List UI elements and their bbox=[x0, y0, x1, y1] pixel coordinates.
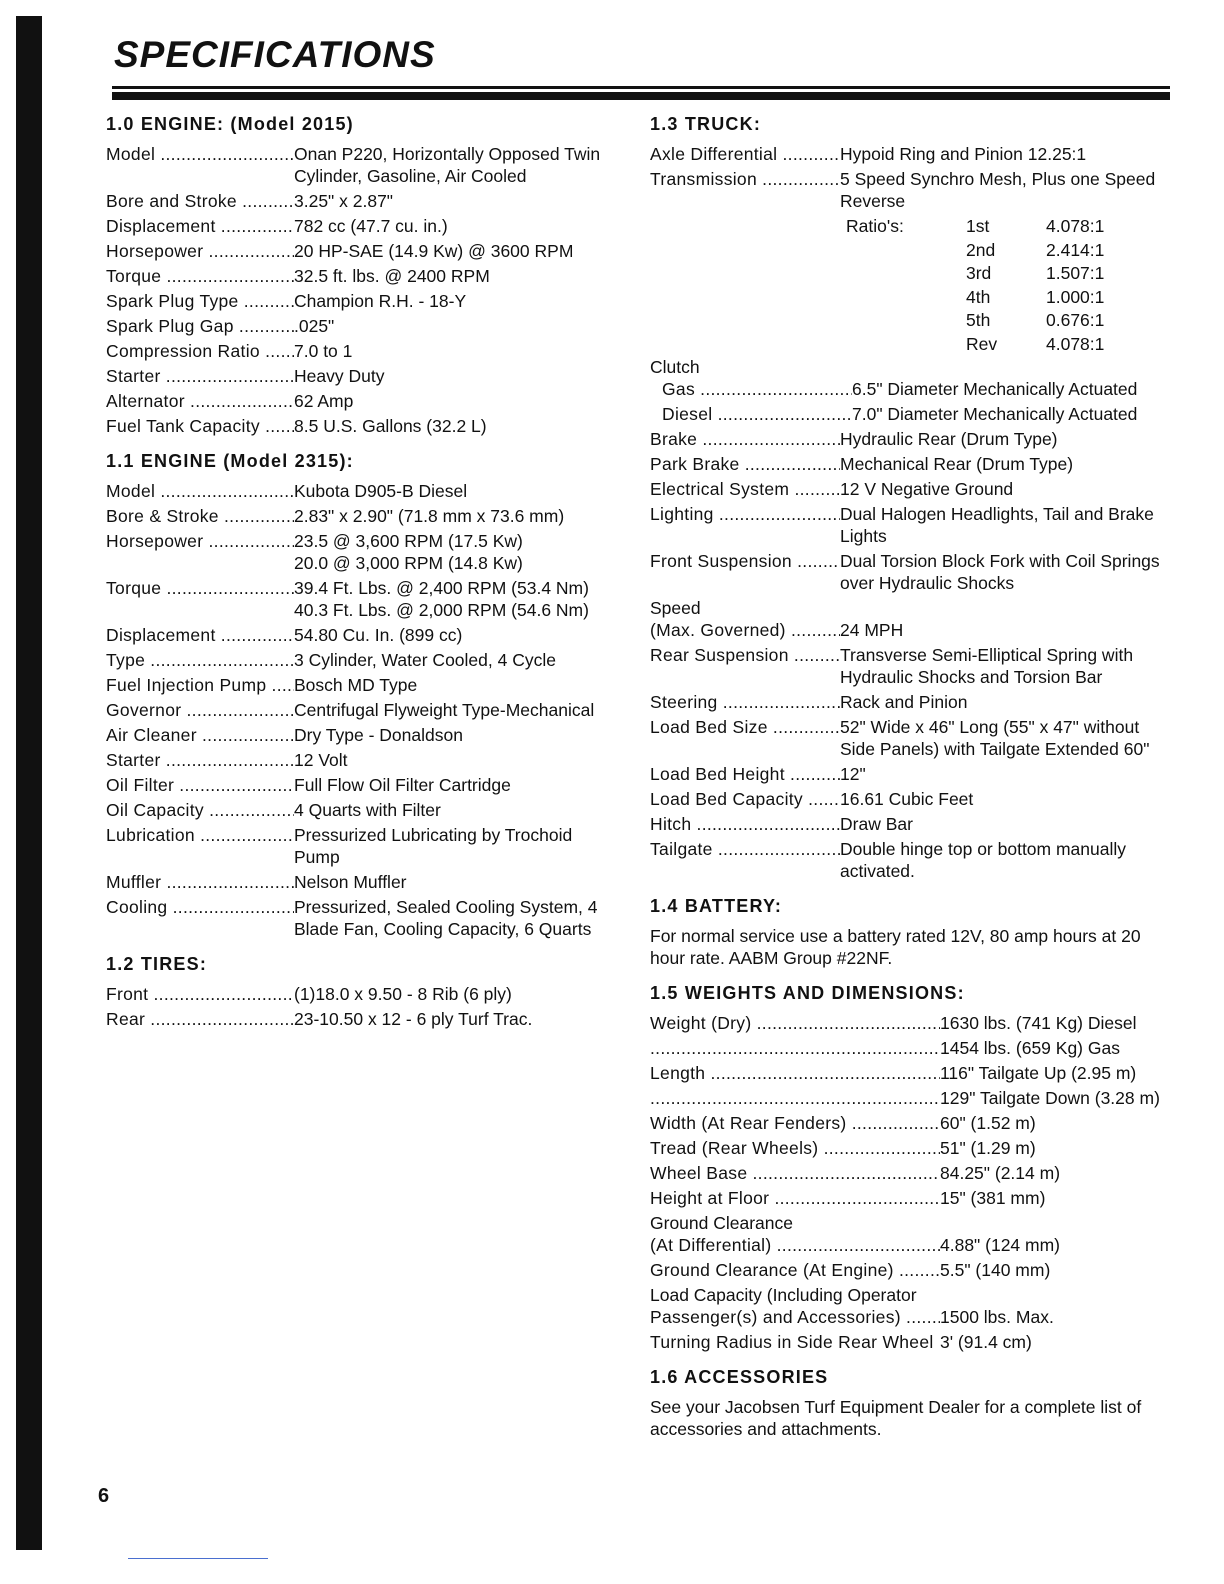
spec-label: Spark Plug Gap ..... bbox=[106, 315, 294, 337]
spec-value bbox=[294, 699, 616, 721]
spec-value-line: 12 Volt bbox=[294, 750, 348, 770]
spec-label: Torque ..... bbox=[106, 577, 294, 621]
spec-value-line: 12" bbox=[840, 764, 866, 784]
spec-value-line: 84.25" (2.14 m) bbox=[940, 1163, 1061, 1183]
spec-label: Air Cleaner ..... bbox=[106, 724, 294, 746]
spec-row bbox=[650, 838, 1170, 882]
spec-row bbox=[106, 983, 616, 1005]
spec-value bbox=[940, 1037, 1170, 1059]
right-column bbox=[650, 114, 1170, 1448]
spec-value-line: Dual Halogen Headlights, Tail and Brake Lights bbox=[840, 504, 1154, 546]
spec-value: 7.0" Diameter Mechanically Actuated bbox=[852, 404, 1138, 424]
spec-value bbox=[294, 290, 616, 312]
gear-label: 1st bbox=[966, 216, 990, 236]
spec-value bbox=[840, 453, 1170, 475]
spec-row bbox=[106, 896, 616, 940]
ratio-grid-spacer bbox=[846, 309, 966, 333]
spec-value-line: Dry Type - Donaldson bbox=[294, 725, 463, 745]
spec-row bbox=[650, 644, 1170, 688]
spec-row bbox=[106, 530, 616, 574]
truck-spec-list-b bbox=[650, 644, 1170, 882]
spec-value bbox=[294, 724, 616, 746]
spec-value-line: 40.3 Ft. Lbs. @ 2,000 RPM (54.6 Nm) bbox=[294, 600, 589, 620]
spec-value-line: 3 Cylinder, Water Cooled, 4 Cycle bbox=[294, 650, 556, 670]
spec-value-line: 20 HP-SAE (14.9 Kw) @ 3600 RPM bbox=[294, 241, 574, 261]
spec-value-line: 52" Wide x 46" Long (55" x 47" without Side Panels) with Tailgate Extended 60" bbox=[840, 717, 1150, 759]
spec-value bbox=[294, 1008, 616, 1030]
gear-label: Rev bbox=[966, 333, 998, 354]
spec-row bbox=[106, 699, 616, 721]
spec-label: Bore and Stroke ..... bbox=[106, 190, 294, 212]
spec-value bbox=[840, 838, 1170, 882]
spec-value bbox=[294, 749, 616, 771]
gear-ratio-value: 0.676:1 bbox=[1046, 310, 1105, 330]
spec-value-line: Full Flow Oil Filter Cartridge bbox=[294, 775, 511, 795]
spec-label: Park Brake ..... bbox=[650, 453, 840, 475]
spec-label: Rear ..... bbox=[106, 1008, 294, 1030]
spec-value-line: 7.0 to 1 bbox=[294, 341, 353, 361]
spec-value-line: Onan P220, Horizontally Opposed Twin Cylinder, Gasoline, Air Cooled bbox=[294, 144, 601, 186]
gear-label: 3rd bbox=[966, 263, 992, 283]
spec-value bbox=[294, 265, 616, 287]
spec-row bbox=[106, 340, 616, 362]
spec-value bbox=[940, 1137, 1170, 1159]
spec-value-line: Nelson Muffler bbox=[294, 872, 407, 892]
spec-value bbox=[294, 774, 616, 796]
spec-row bbox=[650, 428, 1170, 450]
spec-row bbox=[106, 824, 616, 868]
spec-value: 5 Speed Synchro Mesh, Plus one Speed Reverse bbox=[840, 169, 1156, 211]
spec-label: Hitch ..... bbox=[650, 813, 840, 835]
spec-value bbox=[840, 691, 1170, 713]
spec-value-line: 15" (381 mm) bbox=[940, 1188, 1046, 1208]
spec-row bbox=[650, 1162, 1170, 1184]
spec-row bbox=[650, 691, 1170, 713]
spec-row bbox=[106, 624, 616, 646]
spec-label: (At Differential) ..... bbox=[650, 1234, 940, 1256]
spec-row bbox=[106, 799, 616, 821]
spec-value bbox=[840, 763, 1170, 785]
spec-value bbox=[294, 190, 616, 212]
spec-row-speed bbox=[650, 619, 1170, 641]
spec-value-line: 1454 lbs. (659 Kg) Gas bbox=[940, 1038, 1120, 1058]
spec-value bbox=[294, 799, 616, 821]
spec-value: Hypoid Ring and Pinion 12.25:1 bbox=[840, 144, 1087, 164]
spec-value-line: 60" (1.52 m) bbox=[940, 1113, 1036, 1133]
spec-value bbox=[940, 1087, 1170, 1109]
spec-value bbox=[294, 674, 616, 696]
spec-value-line: 39.4 Ft. Lbs. @ 2,400 RPM (53.4 Nm) bbox=[294, 578, 589, 598]
spec-label: Fuel Injection Pump ..... bbox=[106, 674, 294, 696]
spec-label: Turning Radius in Side Rear Wheel ..... bbox=[650, 1331, 940, 1353]
spec-value: 3' (91.4 cm) bbox=[940, 1332, 1032, 1352]
tires-spec-list bbox=[106, 983, 616, 1030]
spec-value-line: Dual Torsion Block Fork with Coil Springs over Hydraulic Shocks bbox=[840, 551, 1160, 593]
spec-row bbox=[650, 1112, 1170, 1134]
spec-row bbox=[106, 265, 616, 287]
engine-2315-heading: 1.1 ENGINE (Model 2315): bbox=[106, 451, 354, 471]
spec-value bbox=[940, 1112, 1170, 1134]
spec-value-line: 3.25" x 2.87" bbox=[294, 191, 394, 211]
spec-value bbox=[294, 896, 616, 940]
spec-label: Load Bed Capacity ..... bbox=[650, 788, 840, 810]
spec-row bbox=[650, 503, 1170, 547]
spec-value bbox=[940, 1162, 1170, 1184]
spec-label: Oil Filter ..... bbox=[106, 774, 294, 796]
spec-label: Starter ..... bbox=[106, 365, 294, 387]
weights-spec-list bbox=[650, 1012, 1170, 1209]
spec-value-line: Pressurized Lubricating by Trochoid Pump bbox=[294, 825, 573, 867]
spec-label: Compression Ratio ..... bbox=[106, 340, 294, 362]
spec-label: Front ..... bbox=[106, 983, 294, 1005]
spec-label: Lighting ..... bbox=[650, 503, 840, 547]
spec-label: Weight (Dry) ..... bbox=[650, 1012, 940, 1034]
spec-value-line: 32.5 ft. lbs. @ 2400 RPM bbox=[294, 266, 490, 286]
gear-ratio-value: 2.414:1 bbox=[1046, 239, 1105, 260]
spec-label: Axle Differential ..... bbox=[650, 143, 840, 165]
spec-label: Length ..... bbox=[650, 1062, 940, 1084]
spec-row bbox=[106, 315, 616, 337]
spec-label: Horsepower ..... bbox=[106, 240, 294, 262]
spec-label: Torque ..... bbox=[106, 265, 294, 287]
spec-label: Width (At Rear Fenders) ..... bbox=[650, 1112, 940, 1134]
spec-label: Starter ..... bbox=[106, 749, 294, 771]
spec-value-line: 20.0 @ 3,000 RPM (14.8 Kw) bbox=[294, 553, 523, 573]
spec-row-turning-radius bbox=[650, 1331, 1170, 1353]
speed-label: Speed bbox=[650, 598, 701, 618]
spec-label: Fuel Tank Capacity ..... bbox=[106, 415, 294, 437]
spec-value-line: 23.5 @ 3,600 RPM (17.5 Kw) bbox=[294, 531, 523, 551]
gear-label: 4th bbox=[966, 286, 991, 307]
spec-value-line: 51" (1.29 m) bbox=[940, 1138, 1036, 1158]
spec-row bbox=[106, 240, 616, 262]
spec-label: Spark Plug Type ..... bbox=[106, 290, 294, 312]
spec-value bbox=[840, 788, 1170, 810]
spec-row-transmission bbox=[650, 168, 1170, 212]
spec-value bbox=[294, 505, 616, 527]
spec-row bbox=[106, 774, 616, 796]
spec-value-line: Heavy Duty bbox=[294, 366, 385, 386]
spec-row bbox=[650, 716, 1170, 760]
spec-value-line: 5.5" (140 mm) bbox=[940, 1260, 1051, 1280]
engine-2015-heading: 1.0 ENGINE: (Model 2015) bbox=[106, 114, 354, 134]
spec-row bbox=[650, 1087, 1170, 1109]
spec-label: Displacement ..... bbox=[106, 215, 294, 237]
spec-label: Bore & Stroke ..... bbox=[106, 505, 294, 527]
spec-value bbox=[294, 577, 616, 621]
spec-value bbox=[294, 649, 616, 671]
spec-row bbox=[650, 1259, 1170, 1281]
spec-label bbox=[650, 1037, 940, 1059]
spec-value bbox=[294, 415, 616, 437]
spec-value bbox=[940, 1012, 1170, 1034]
spec-row bbox=[106, 724, 616, 746]
spec-value-line: Kubota D905-B Diesel bbox=[294, 481, 468, 501]
ground-clearance-label: Ground Clearance bbox=[650, 1213, 793, 1233]
title-rule-thin bbox=[112, 86, 1170, 89]
spec-row bbox=[106, 749, 616, 771]
spec-label: Wheel Base ..... bbox=[650, 1162, 940, 1184]
spec-value bbox=[294, 983, 616, 1005]
spec-value-line: Hydraulic Rear (Drum Type) bbox=[840, 429, 1058, 449]
spec-row bbox=[106, 290, 616, 312]
spec-value-line: 54.80 Cu. In. (899 cc) bbox=[294, 625, 463, 645]
spec-label: Alternator ..... bbox=[106, 390, 294, 412]
title-rule-thick bbox=[112, 92, 1170, 100]
spec-value: 1500 lbs. Max. bbox=[940, 1307, 1054, 1327]
load-capacity-line1: Load Capacity (Including Operator bbox=[650, 1285, 917, 1305]
gear-ratio-value: 1.507:1 bbox=[1046, 263, 1105, 283]
spec-value bbox=[840, 813, 1170, 835]
spec-label: Electrical System ..... bbox=[650, 478, 840, 500]
spec-value-line: (1)18.0 x 9.50 - 8 Rib (6 ply) bbox=[294, 984, 512, 1004]
truck-spec-list-a bbox=[650, 428, 1170, 594]
spec-row bbox=[106, 143, 616, 187]
spec-label: Type ..... bbox=[106, 649, 294, 671]
spec-value-line: 116" Tailgate Up (2.95 m) bbox=[940, 1063, 1137, 1083]
spec-row-clutch-gas bbox=[650, 378, 1170, 400]
spec-row-load-capacity bbox=[650, 1306, 1170, 1328]
page-edge-bar bbox=[16, 16, 42, 1550]
spec-value: 6.5" Diameter Mechanically Actuated bbox=[852, 379, 1138, 399]
spec-value-line: Double hinge top or bottom manually activated. bbox=[840, 839, 1127, 881]
spec-value bbox=[940, 1259, 1170, 1281]
spec-value-line: 4.88" (124 mm) bbox=[940, 1235, 1061, 1255]
spec-value-line: 129" Tailgate Down (3.28 m) bbox=[940, 1088, 1160, 1108]
spec-value-line: 23-10.50 x 12 - 6 ply Turf Trac. bbox=[294, 1009, 533, 1029]
accessories-heading: 1.6 ACCESSORIES bbox=[650, 1367, 829, 1387]
gear-label: 5th bbox=[966, 310, 991, 330]
spec-row bbox=[650, 478, 1170, 500]
spec-row bbox=[106, 215, 616, 237]
page-title: SPECIFICATIONS bbox=[114, 34, 436, 75]
spec-row bbox=[106, 415, 616, 437]
gear-ratio-table bbox=[846, 215, 1170, 356]
spec-label: Steering ..... bbox=[650, 691, 840, 713]
spec-row bbox=[106, 390, 616, 412]
spec-row bbox=[650, 453, 1170, 475]
footer-rule bbox=[128, 1558, 268, 1559]
spec-row bbox=[106, 577, 616, 621]
spec-value: 24 MPH bbox=[840, 620, 904, 640]
spec-value bbox=[940, 1234, 1170, 1256]
spec-label: Cooling ..... bbox=[106, 896, 294, 940]
spec-label: Oil Capacity ..... bbox=[106, 799, 294, 821]
spec-row bbox=[106, 505, 616, 527]
spec-value bbox=[840, 644, 1170, 688]
engine-2315-spec-list bbox=[106, 480, 616, 940]
gear-label: 2nd bbox=[966, 239, 996, 260]
spec-label: Model ..... bbox=[106, 480, 294, 502]
spec-row-clutch-diesel bbox=[650, 403, 1170, 425]
spec-row bbox=[650, 1062, 1170, 1084]
spec-value bbox=[294, 480, 616, 502]
spec-label: Height at Floor ..... bbox=[650, 1187, 940, 1209]
spec-value bbox=[840, 503, 1170, 547]
spec-value bbox=[294, 143, 616, 187]
spec-label: Load Bed Size ..... bbox=[650, 716, 840, 760]
spec-value-line: Mechanical Rear (Drum Type) bbox=[840, 454, 1074, 474]
clutch-label: Clutch bbox=[650, 357, 700, 377]
spec-value-line: Centrifugal Flyweight Type-Mechanical bbox=[294, 700, 595, 720]
ratio-grid-spacer bbox=[846, 262, 966, 286]
spec-row-axle bbox=[650, 143, 1170, 165]
spec-row bbox=[106, 871, 616, 893]
spec-value bbox=[294, 530, 616, 574]
spec-value-line: 4 Quarts with Filter bbox=[294, 800, 441, 820]
spec-label: Governor ..... bbox=[106, 699, 294, 721]
spec-label: Diesel ..... bbox=[650, 403, 852, 425]
spec-value-line: Draw Bar bbox=[840, 814, 913, 834]
spec-label: (Max. Governed) ..... bbox=[650, 619, 840, 641]
spec-value bbox=[840, 716, 1170, 760]
ratio-grid-spacer bbox=[846, 333, 966, 357]
spec-label: Rear Suspension ..... bbox=[650, 644, 840, 688]
spec-value bbox=[294, 365, 616, 387]
spec-row bbox=[650, 763, 1170, 785]
spec-label: Lubrication ..... bbox=[106, 824, 294, 868]
spec-value bbox=[294, 624, 616, 646]
spec-label: Transmission ..... bbox=[650, 168, 840, 212]
spec-value-line: Pressurized, Sealed Cooling System, 4 Blade Fan, Cooling Capacity, 6 Quarts bbox=[294, 897, 598, 939]
ground-clearance-list bbox=[650, 1234, 1170, 1281]
spec-value-line: 8.5 U.S. Gallons (32.2 L) bbox=[294, 416, 487, 436]
tires-heading: 1.2 TIRES: bbox=[106, 954, 208, 974]
spec-value-line: Rack and Pinion bbox=[840, 692, 968, 712]
spec-label: Gas ..... bbox=[650, 378, 852, 400]
spec-label: Front Suspension ..... bbox=[650, 550, 840, 594]
spec-value bbox=[940, 1062, 1170, 1084]
spec-value-line: .025" bbox=[294, 316, 335, 336]
ratios-label: Ratio's: bbox=[846, 216, 904, 236]
spec-value bbox=[294, 340, 616, 362]
spec-value bbox=[294, 215, 616, 237]
spec-row bbox=[650, 1137, 1170, 1159]
spec-value bbox=[940, 1187, 1170, 1209]
spec-row bbox=[106, 190, 616, 212]
spec-value bbox=[294, 315, 616, 337]
spec-label: Horsepower ..... bbox=[106, 530, 294, 574]
spec-row bbox=[650, 550, 1170, 594]
gear-ratio-value: 1.000:1 bbox=[1046, 286, 1105, 307]
spec-label: Tailgate ..... bbox=[650, 838, 840, 882]
spec-value-line: 2.83" x 2.90" (71.8 mm x 73.6 mm) bbox=[294, 506, 565, 526]
spec-label: Displacement ..... bbox=[106, 624, 294, 646]
spec-row bbox=[650, 788, 1170, 810]
spec-row bbox=[106, 1008, 616, 1030]
spec-row bbox=[106, 480, 616, 502]
spec-value-line: 1630 lbs. (741 Kg) Diesel bbox=[940, 1013, 1137, 1033]
spec-value-line: Transverse Semi-Elliptical Spring with Hydraulic Shocks and Torsion Bar bbox=[840, 645, 1134, 687]
spec-value bbox=[840, 550, 1170, 594]
battery-text: For normal service use a battery rated 12V, 80 amp hours at 20 hour rate. AABM Group #22NF. bbox=[650, 926, 1141, 968]
ratio-grid-spacer bbox=[846, 239, 966, 263]
gear-ratio-value: 4.078:1 bbox=[1046, 333, 1105, 354]
spec-row bbox=[650, 1187, 1170, 1209]
spec-row bbox=[106, 649, 616, 671]
spec-label: Tread (Rear Wheels) ..... bbox=[650, 1137, 940, 1159]
spec-value bbox=[294, 390, 616, 412]
spec-value bbox=[840, 478, 1170, 500]
spec-label: Muffler ..... bbox=[106, 871, 294, 893]
spec-value-line: 62 Amp bbox=[294, 391, 354, 411]
left-column bbox=[106, 114, 616, 1033]
spec-label: Load Bed Height ..... bbox=[650, 763, 840, 785]
spec-row bbox=[650, 1037, 1170, 1059]
spec-value bbox=[294, 824, 616, 868]
spec-label: Passenger(s) and Accessories) ..... bbox=[650, 1306, 940, 1328]
engine-2015-spec-list bbox=[106, 143, 616, 437]
spec-row bbox=[650, 1234, 1170, 1256]
weights-heading: 1.5 WEIGHTS AND DIMENSIONS: bbox=[650, 983, 965, 1003]
spec-row bbox=[106, 365, 616, 387]
spec-row bbox=[650, 1012, 1170, 1034]
spec-label: Model ..... bbox=[106, 143, 294, 187]
gear-ratio-value: 4.078:1 bbox=[1046, 216, 1105, 236]
truck-heading: 1.3 TRUCK: bbox=[650, 114, 762, 134]
spec-value-line: Bosch MD Type bbox=[294, 675, 418, 695]
spec-value bbox=[294, 240, 616, 262]
spec-value bbox=[840, 428, 1170, 450]
spec-row bbox=[106, 674, 616, 696]
spec-value-line: 12 V Negative Ground bbox=[840, 479, 1014, 499]
ratio-grid-spacer bbox=[846, 286, 966, 310]
spec-label: Brake ..... bbox=[650, 428, 840, 450]
accessories-text: See your Jacobsen Turf Equipment Dealer for a complete list of accessories and attachments. bbox=[650, 1397, 1142, 1439]
spec-label: Ground Clearance (At Engine) ..... bbox=[650, 1259, 940, 1281]
spec-label bbox=[650, 1087, 940, 1109]
spec-value bbox=[294, 871, 616, 893]
spec-value-line: 16.61 Cubic Feet bbox=[840, 789, 974, 809]
spec-row bbox=[650, 813, 1170, 835]
battery-heading: 1.4 BATTERY: bbox=[650, 896, 783, 916]
page-number: 6 bbox=[98, 1485, 110, 1507]
spec-value-line: 782 cc (47.7 cu. in.) bbox=[294, 216, 448, 236]
spec-value-line: Champion R.H. - 18-Y bbox=[294, 291, 467, 311]
